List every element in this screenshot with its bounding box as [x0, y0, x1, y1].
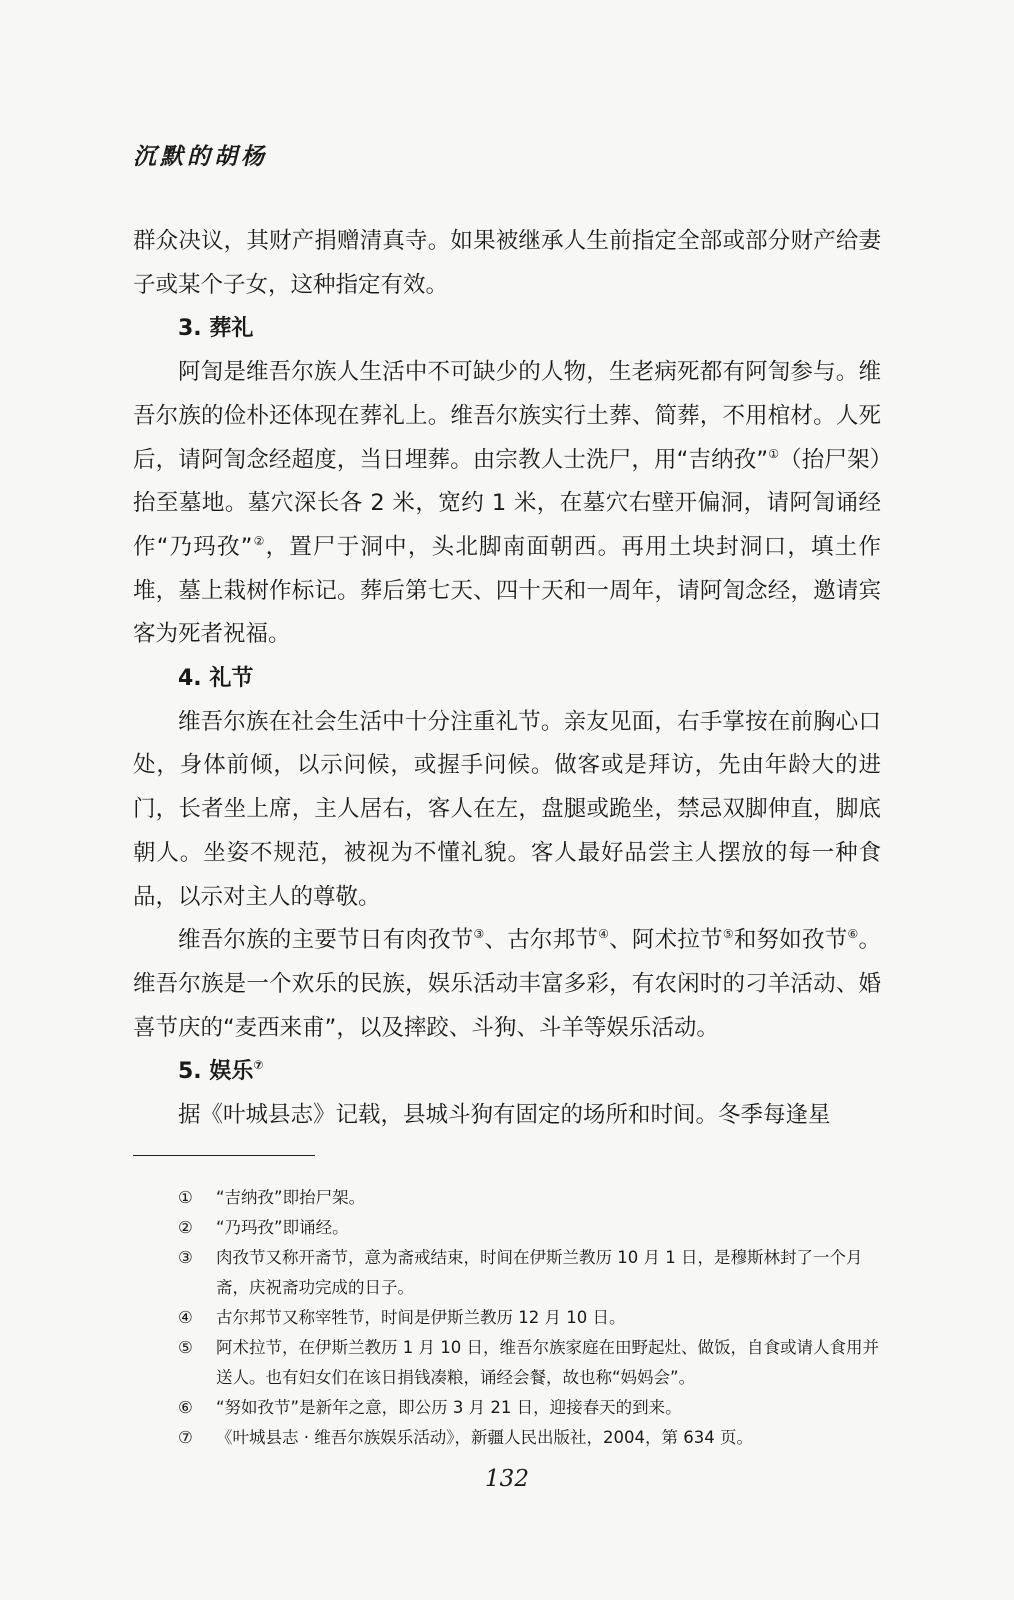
body-text	[133, 220, 881, 1138]
paragraph: 群众决议，其财产捐赠清真寺。如果被继承人生前指定全部或部分财产给妻子或某个子女，这种指定有效。	[133, 228, 881, 298]
footnote-text: “努如孜节”是新年之意，即公历 3 月 21 日，迎接春天的到来。	[216, 1398, 682, 1417]
paragraph-text: （抬尸架）抬至墓地。墓穴深长各 2 米，宽约 1 米，在墓穴右壁开偏洞，请阿訇诵经作“乃玛孜”	[133, 446, 881, 560]
section-heading	[133, 1050, 881, 1094]
footnote-mark: ⑥	[178, 1398, 193, 1417]
paragraph-text: 、阿术拉节	[609, 927, 723, 954]
footnote-item	[178, 1213, 888, 1243]
footnote-item	[178, 1243, 888, 1303]
footnotes	[178, 1183, 888, 1453]
footnote-ref[interactable]: ②	[252, 533, 266, 548]
footnote-mark: ⑤	[178, 1338, 193, 1357]
paragraph-text: ，置尸于洞中，头北脚南面朝西。再用土块封洞口，填土作堆，墓上栽树作标记。葬后第七天、四十天和一周年，请阿訇念经，邀请宾客为死者祝福。	[133, 533, 881, 648]
running-head: 沉默的胡杨	[133, 143, 268, 170]
footnote-ref[interactable]: ⑥	[847, 927, 859, 942]
footnote-mark: ①	[178, 1188, 193, 1207]
footnote-mark: ③	[178, 1248, 193, 1267]
footnote-text: “乃玛孜”即诵经。	[216, 1218, 349, 1237]
paragraph: 维吾尔族在社会生活中十分注重礼节。亲友见面，右手掌按在前胸心口处，身体前倾，以示问候，或握手问候。做客或是拜访，先由年龄大的进门，长者坐上席，主人居右，客人在左，盘腿或跪坐，禁忌双脚伸直，脚底朝人。坐姿不规范，被视为不懂礼貌。客人最好品尝主人摆放的每一种食品，以示对主人的尊敬。	[133, 708, 881, 910]
paragraph-text: 阿訇是维吾尔族人生活中不可缺少的人物，生老病死都有阿訇参与。维吾尔族的俭朴还体现在葬礼上。维吾尔族实行土葬、简葬，不用棺材。人死后，请阿訇念经超度，当日埋葬。由宗教人士洗尸，用“吉纳孜”	[133, 359, 881, 473]
paragraph: 据《叶城县志》记载，县城斗狗有固定的场所和时间。冬季每逢星	[178, 1102, 831, 1129]
footnote-ref[interactable]: ①	[768, 446, 780, 461]
footnote-ref[interactable]: ④	[598, 927, 610, 942]
paragraph-text: 、古尔邦节	[484, 927, 599, 954]
paragraph-text: 。维吾尔族是一个欢乐的民族，娱乐活动丰富多彩，有农闲时的刁羊活动、婚喜节庆的“麦西来甫”，以及摔跤、斗狗、斗羊等娱乐活动。	[133, 927, 881, 1041]
footnote-text: 《叶城县志 · 维吾尔族娱乐活动》，新疆人民出版社，2004，第 634 页。	[216, 1428, 753, 1447]
section-heading-text: 5. 娱乐	[178, 1059, 254, 1085]
page-number: 132	[485, 1466, 529, 1492]
footnote-ref[interactable]: ⑦	[253, 1058, 264, 1073]
footnote-item	[178, 1423, 888, 1453]
footnote-item	[178, 1303, 888, 1333]
footnote-text: 古尔邦节又称宰牲节，时间是伊斯兰教历 12 月 10 日。	[216, 1308, 626, 1327]
section-heading: 4. 礼节	[178, 666, 254, 692]
paragraph-text: 和努如孜节	[733, 927, 848, 954]
paragraph	[133, 919, 881, 1050]
footnote-mark: ②	[178, 1218, 193, 1237]
footnote-item	[178, 1393, 888, 1423]
footnote-item	[178, 1333, 888, 1393]
footnote-item	[178, 1183, 888, 1213]
footnote-mark: ④	[178, 1308, 193, 1327]
paragraph-text: 维吾尔族的主要节日有肉孜节	[178, 927, 474, 954]
footnote-ref[interactable]: ③	[473, 927, 485, 942]
footnote-mark: ⑦	[178, 1428, 193, 1447]
footnote-ref[interactable]: ⑤	[722, 927, 734, 942]
footnote-text: 阿术拉节，在伊斯兰教历 1 月 10 日，维吾尔族家庭在田野起灶、做饭，自食或请人食用并送人。也有妇女们在该日捐钱凑粮，诵经会餐，故也称“妈妈会”。	[216, 1338, 879, 1387]
section-heading: 3. 葬礼	[178, 316, 254, 342]
footnote-text: 肉孜节又称开斋节，意为斋戒结束，时间在伊斯兰教历 10 月 1 日，是穆斯林封了一个月斋，庆祝斋功完成的日子。	[216, 1248, 863, 1297]
footnote-divider	[133, 1155, 315, 1156]
footnote-text: “吉纳孜”即抬尸架。	[216, 1188, 366, 1207]
paragraph	[133, 351, 881, 657]
